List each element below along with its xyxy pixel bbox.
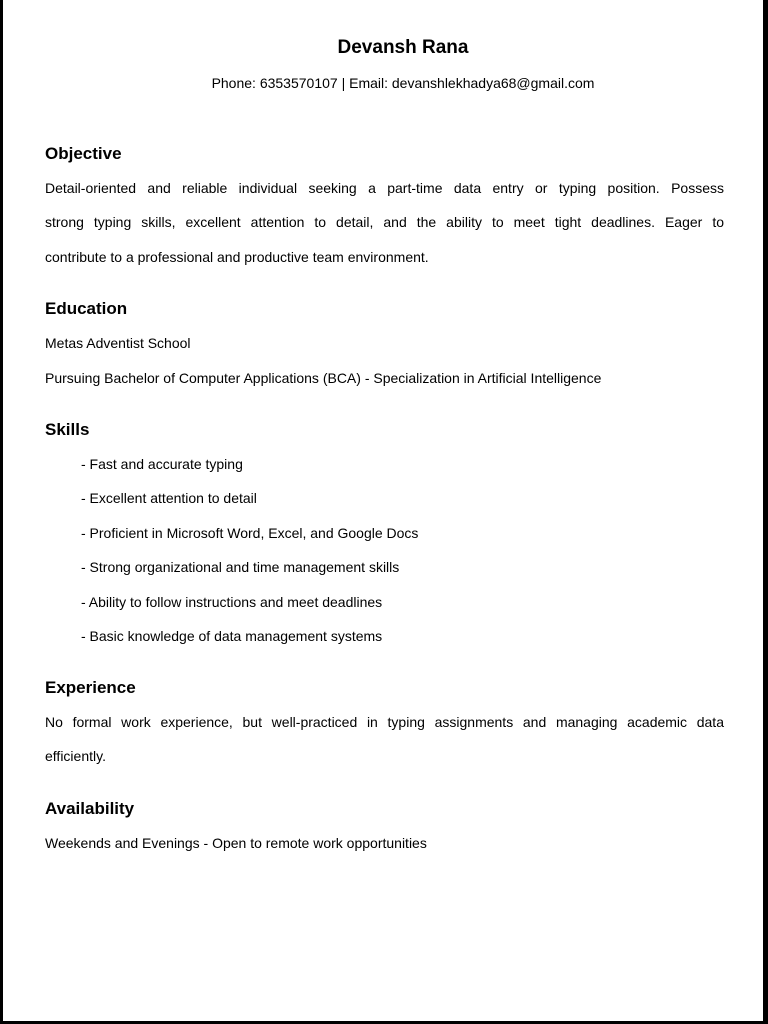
skill-item: - Strong organizational and time management skills: [81, 559, 400, 575]
skill-item: - Excellent attention to detail: [81, 490, 257, 506]
experience-line: efficiently.: [45, 748, 106, 764]
candidate-name: Devansh Rana: [337, 37, 469, 58]
skill-item: - Basic knowledge of data management systems: [81, 628, 383, 644]
objective-line: Detail-oriented and reliable individual seeking a part-time data entry or typing position. Possess: [45, 180, 724, 196]
objective-heading: Objective: [45, 144, 122, 163]
experience-heading: Experience: [45, 678, 136, 697]
experience-line: No formal work experience, but well-practiced in typing assignments and managing academic data: [45, 714, 724, 730]
skill-item: - Ability to follow instructions and meet deadlines: [81, 594, 383, 610]
availability-heading: Availability: [45, 799, 135, 818]
objective-line: contribute to a professional and productive team environment.: [45, 249, 429, 265]
objective-line: strong typing skills, excellent attention to detail, and the ability to meet tight deadlines. Eager to: [45, 214, 724, 230]
skill-item: - Fast and accurate typing: [81, 456, 243, 472]
skills-heading: Skills: [45, 420, 90, 439]
education-heading: Education: [45, 299, 128, 318]
availability-line: Weekends and Evenings - Open to remote work opportunities: [45, 835, 427, 851]
resume-page: [3, 0, 763, 1021]
contact-line: Phone: 6353570107 | Email: devanshlekhadya68@gmail.com: [211, 75, 595, 91]
skill-item: - Proficient in Microsoft Word, Excel, and Google Docs: [81, 525, 419, 541]
education-school: Metas Adventist School: [45, 335, 191, 351]
education-degree: Pursuing Bachelor of Computer Applications (BCA) - Specialization in Artificial Intelligence: [45, 370, 602, 386]
